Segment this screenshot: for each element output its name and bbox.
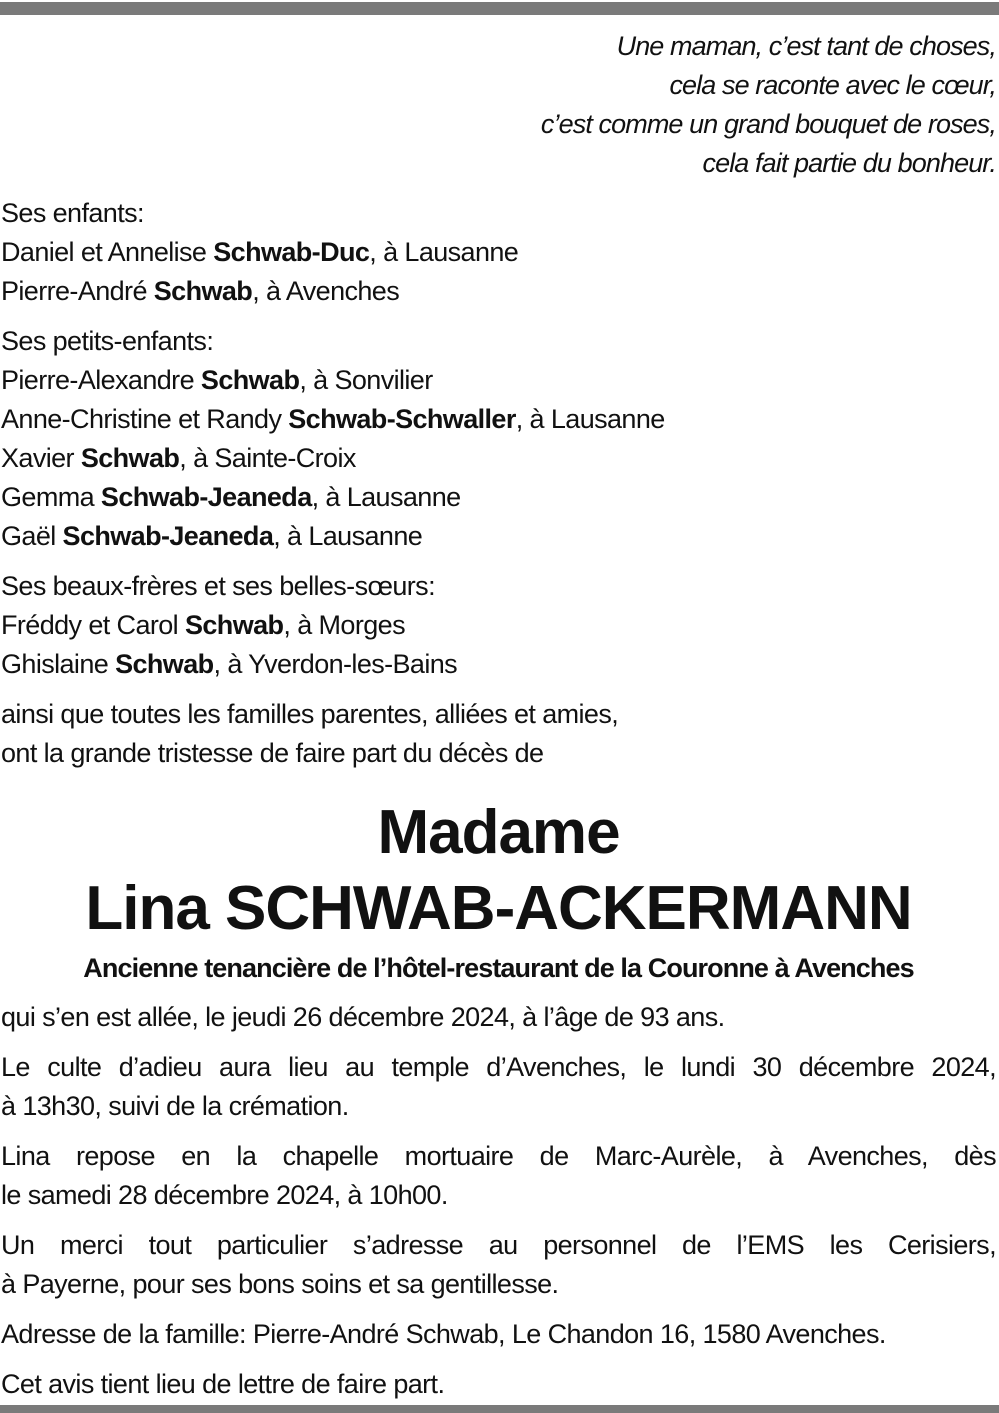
entry-surname: Schwab (200, 365, 300, 395)
family-entry (1, 439, 996, 478)
bottom-rule (0, 1405, 999, 1413)
entry-place: , à Yverdon-les-Bains (213, 649, 458, 679)
grandchildren-section (1, 322, 996, 556)
top-rule (0, 2, 999, 15)
rest-line: le samedi 28 décembre 2024, à 10h00. (1, 1180, 448, 1210)
entry-surname: Schwab (184, 610, 284, 640)
entry-surname: Schwab (80, 443, 180, 473)
entry-place: , à Sainte-Croix (179, 443, 356, 473)
announcement-line: ont la grande tristesse de faire part du décès de (1, 738, 544, 768)
poem-line: cela se raconte avec le cœur, (669, 70, 996, 100)
entry-place: , à Morges (283, 610, 405, 640)
entry-prefix: Pierre-André (1, 276, 154, 306)
entry-surname: Schwab-Jeaneda (62, 521, 274, 551)
entry-place: , à Avenches (252, 276, 400, 306)
rest-line: Lina repose en la chapelle mortuaire de Marc-Aurèle, à Avenches, dès (1, 1141, 996, 1171)
thanks-line: Un merci tout particulier s’adresse au personnel de l’EMS les Cerisiers, (1, 1230, 996, 1260)
announcement-line: ainsi que toutes les familles parentes, alliées et amies, (1, 699, 619, 729)
entry-place: , à Lausanne (515, 404, 665, 434)
poem-line: cela fait partie du bonheur. (702, 148, 996, 178)
entry-surname: Schwab (115, 649, 214, 679)
service-line: Le culte d’adieu aura lieu au temple d’Avenches, le lundi 30 décembre 2024, (1, 1052, 996, 1082)
family-entry (1, 233, 996, 272)
family-entry (1, 272, 996, 311)
children-heading: Ses enfants: (1, 198, 144, 228)
thanks-line: à Payerne, pour ses bons soins et sa gentillesse. (1, 1269, 559, 1299)
entry-prefix: Fréddy et Carol (1, 610, 185, 640)
family-entry (1, 478, 996, 517)
grandchildren-heading: Ses petits-enfants: (1, 326, 214, 356)
deceased-occupation: Ancienne tenancière de l’hôtel-restaurant de la Couronne à Avenches (83, 953, 914, 983)
entry-place: , à Lausanne (369, 237, 519, 267)
service-paragraph (1, 1048, 996, 1126)
family-entry (1, 517, 996, 556)
poem-line: c’est comme un grand bouquet de roses, (540, 109, 996, 139)
entry-surname: Schwab (153, 276, 253, 306)
thanks-paragraph (1, 1226, 996, 1304)
entry-place: , à Sonvilier (299, 365, 433, 395)
deceased-name: Lina SCHWAB-ACKERMANN (85, 874, 912, 943)
entry-prefix: Daniel et Annelise (1, 237, 214, 267)
family-entry (1, 645, 996, 684)
entry-place: , à Lausanne (311, 482, 461, 512)
entry-prefix: Xavier (1, 443, 81, 473)
children-section (1, 194, 996, 311)
family-entry (1, 361, 996, 400)
entry-place: , à Lausanne (273, 521, 423, 551)
poem (1, 27, 996, 183)
family-address: Adresse de la famille: Pierre-André Schwab, Le Chandon 16, 1580 Avenches. (1, 1319, 886, 1349)
entry-prefix: Gaël (1, 521, 63, 551)
family-entry (1, 606, 996, 645)
entry-prefix: Anne-Christine et Randy (1, 404, 289, 434)
entry-prefix: Ghislaine (1, 649, 116, 679)
entry-prefix: Gemma (1, 482, 101, 512)
in-laws-section (1, 567, 996, 684)
entry-prefix: Pierre-Alexandre (1, 365, 201, 395)
deceased-honorific: Madame (377, 798, 620, 867)
entry-surname: Schwab-Duc (213, 237, 370, 267)
announcement (1, 695, 996, 773)
service-line: à 13h30, suivi de la crémation. (1, 1091, 349, 1121)
obituary-notice (1, 27, 996, 1404)
rest-paragraph (1, 1137, 996, 1215)
entry-surname: Schwab-Schwaller (288, 404, 516, 434)
notice-statement: Cet avis tient lieu de lettre de faire part. (1, 1369, 445, 1399)
in-laws-heading: Ses beaux-frères et ses belles-sœurs: (1, 571, 435, 601)
poem-line: Une maman, c’est tant de choses, (616, 31, 996, 61)
entry-surname: Schwab-Jeaneda (100, 482, 312, 512)
family-entry (1, 400, 996, 439)
death-paragraph: qui s’en est allée, le jeudi 26 décembre 2024, à l’âge de 93 ans. (1, 1002, 725, 1032)
